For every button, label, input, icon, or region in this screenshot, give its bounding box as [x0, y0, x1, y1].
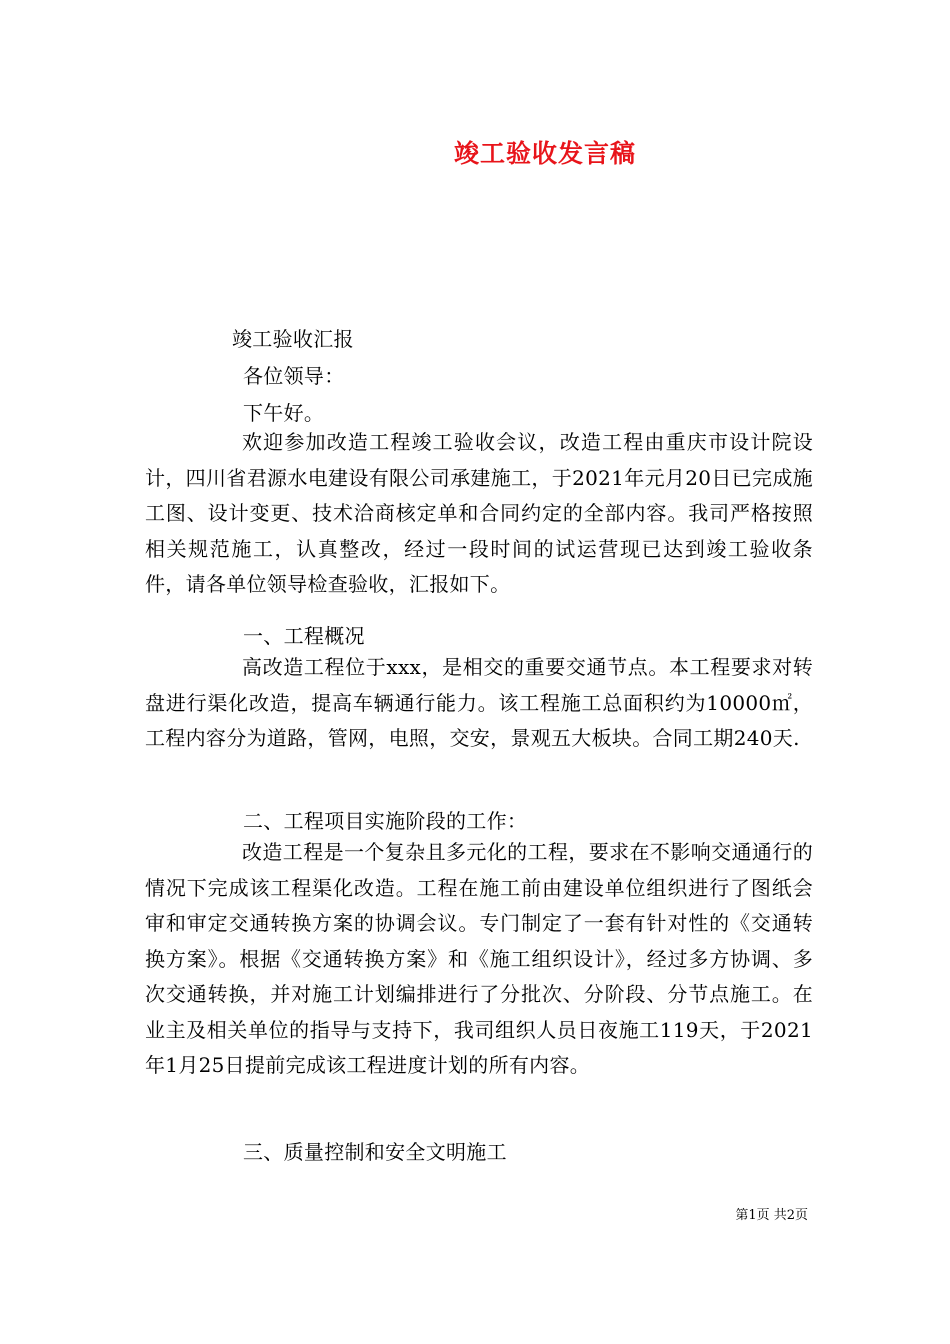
- section2-paragraph: 改造工程是一个复杂且多元化的工程，要求在不影响交通通行的情况下完成该工程渠化改造。工程在施工前由建设单位组织进行了图纸会审和审定交通转换方案的协调会议。专门制定了一套有针对性的《交通转换方案》。根据《交通转换方案》和《施工组织设计》，经过多方协调、多次交通转换，并对施工计划编排进行了分批次、分阶段、分节点施工。在业主及相关单位的指导与支持下，我司组织人员日夜施工119天，于2021年1月25日提前完成该工程进度计划的所有内容。: [145, 840, 813, 1077]
- section1-paragraph: 高改造工程位于xxx，是相交的重要交通节点。本工程要求对转盘进行渠化改造，提高车辆通行能力。该工程施工总面积约为10000㎡，工程内容分为道路，管网，电照，交安，景观五大板块。合同工期240天.: [145, 655, 813, 750]
- section2-heading: 二、工程项目实施阶段的工作：: [243, 809, 528, 833]
- section1-heading: 一、工程概况: [243, 624, 365, 648]
- section3-heading: 三、质量控制和安全文明施工: [243, 1140, 507, 1164]
- page-number-footer: 第1页 共2页: [735, 1208, 808, 1223]
- report-subtitle: 竣工验收汇报: [232, 327, 354, 351]
- salutation: 各位领导：: [243, 364, 345, 388]
- document-title: 竣工验收发言稿: [453, 139, 636, 168]
- intro-paragraph: 欢迎参加改造工程竣工验收会议，改造工程由重庆市设计院设计，四川省君源水电建设有限公司承建施工，于2021年元月20日已完成施工图、设计变更、技术洽商核定单和合同约定的全部内容。我司严格按照相关规范施工，认真整改，经过一段时间的试运营现已达到竣工验收条件，请各单位领导检查验收，汇报如下。: [145, 430, 813, 596]
- greeting: 下午好。: [243, 401, 325, 425]
